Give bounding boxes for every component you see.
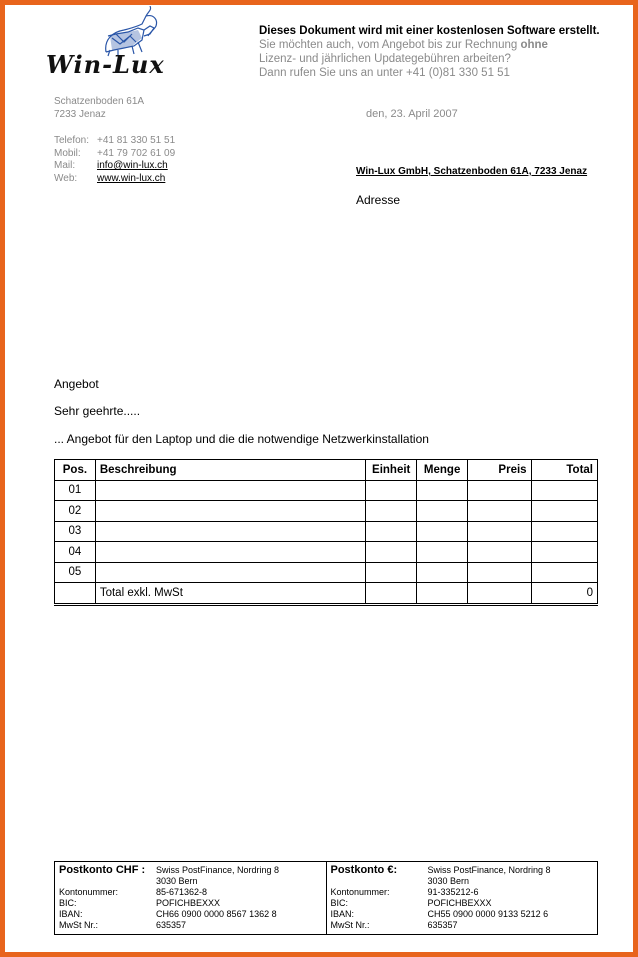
header-quantity: Menge [417, 460, 468, 481]
bank-chf-label: MwSt Nr.: [59, 920, 99, 930]
row-quantity[interactable] [417, 542, 468, 563]
row-total [531, 480, 597, 501]
bank-chf-cell [55, 862, 327, 935]
contact-web: Web: www.win-lux.ch [54, 172, 166, 184]
row-unit[interactable] [366, 542, 417, 563]
bank-chf-bic: POFICHBEXXX [156, 898, 221, 908]
bank-eur-label: BIC: [330, 898, 349, 908]
row-description[interactable] [95, 480, 365, 501]
row-price[interactable] [468, 562, 531, 583]
contact-mail: Mail: info@win-lux.ch [54, 160, 168, 171]
bank-chf-name: Swiss PostFinance, Nordring 8 [156, 865, 280, 875]
header-total: Total [531, 460, 597, 481]
total-row-pos [55, 583, 96, 605]
row-description[interactable] [95, 521, 365, 542]
bank-eur-label: IBAN: [330, 909, 355, 919]
total-value: 0 [531, 583, 597, 605]
bank-chf-iban: CH66 0900 0000 8567 1362 8 [156, 909, 277, 919]
salutation: Sehr geehrte..... [54, 404, 141, 418]
row-pos: 01 [55, 480, 96, 501]
subject-line: Angebot [54, 377, 99, 391]
row-total [531, 501, 597, 522]
bank-chf-label: IBAN: [59, 909, 83, 919]
bank-chf-city: 3030 Bern [156, 876, 198, 886]
recipient-address: Adresse [356, 193, 401, 207]
bank-chf-label: BIC: [59, 898, 77, 908]
sender-city: 7233 Jenaz [54, 108, 106, 120]
total-row-quantity [417, 583, 468, 605]
row-total [531, 521, 597, 542]
email-link[interactable]: info@win-lux.ch [97, 160, 168, 171]
bank-chf-account: 85-671362-8 [156, 887, 208, 897]
table-row [55, 480, 598, 501]
row-description[interactable] [95, 542, 365, 563]
table-row [55, 562, 598, 583]
row-pos: 03 [55, 521, 96, 542]
contact-phone: Telefon: +41 81 330 51 51 [54, 135, 176, 146]
items-table [54, 459, 598, 606]
notice-line-2: Sie möchten auch, vom Angebot bis zur Rechnung ohne [259, 39, 548, 51]
row-pos: 02 [55, 501, 96, 522]
row-price[interactable] [468, 501, 531, 522]
bank-details-table [54, 861, 598, 935]
bank-eur-bic: POFICHBEXXX [427, 898, 492, 908]
row-total [531, 562, 597, 583]
row-quantity[interactable] [417, 480, 468, 501]
total-row-price [468, 583, 531, 605]
row-unit[interactable] [366, 521, 417, 542]
notice-line-1: Dieses Dokument wird mit einer kostenlosen Software erstellt. [259, 25, 600, 37]
return-address: Win-Lux GmbH, Schatzenboden 61A, 7233 Jenaz [356, 166, 588, 177]
bank-chf-title: Postkonto CHF : [59, 864, 146, 876]
row-total [531, 542, 597, 563]
contact-mobile: Mobil: +41 79 702 61 09 [54, 147, 176, 159]
row-unit[interactable] [366, 562, 417, 583]
table-row [55, 542, 598, 563]
bank-eur-title: Postkonto €: [330, 864, 398, 876]
row-price[interactable] [468, 480, 531, 501]
row-unit[interactable] [366, 480, 417, 501]
website-link[interactable]: www.win-lux.ch [97, 172, 166, 184]
row-price[interactable] [468, 521, 531, 542]
row-description[interactable] [95, 562, 365, 583]
header-price: Preis [468, 460, 531, 481]
table-row [55, 521, 598, 542]
sender-address [54, 96, 144, 121]
bank-eur-label: Kontonummer: [330, 887, 390, 897]
document-date: den, 23. April 2007 [366, 108, 458, 120]
software-notice [259, 24, 600, 80]
row-quantity[interactable] [417, 562, 468, 583]
bank-eur-name: Swiss PostFinance, Nordring 8 [427, 865, 551, 875]
table-header-row [55, 460, 598, 481]
total-row [55, 583, 598, 605]
bank-chf-vat: 635357 [156, 920, 187, 930]
row-quantity[interactable] [417, 521, 468, 542]
bank-chf-label: Kontonummer: [59, 887, 119, 897]
row-price[interactable] [468, 542, 531, 563]
row-pos: 05 [55, 562, 96, 583]
header-unit: Einheit [366, 460, 417, 481]
bank-eur-iban: CH55 0900 0000 9133 5212 6 [427, 909, 549, 919]
bank-eur-city: 3030 Bern [427, 876, 470, 886]
notice-line-4: Dann rufen Sie uns an unter +41 (0)81 330 51 51 [259, 67, 510, 79]
bank-eur-vat: 635357 [427, 920, 458, 930]
sender-contacts [54, 135, 175, 185]
total-row-unit [366, 583, 417, 605]
notice-line-3: Lizenz- und jährlichen Updategebühren arbeiten? [259, 53, 511, 65]
row-quantity[interactable] [417, 501, 468, 522]
header-description: Beschreibung [95, 460, 365, 481]
intro-text: ... Angebot für den Laptop und die die notwendige Netzwerkinstallation [54, 432, 429, 446]
row-pos: 04 [55, 542, 96, 563]
header-pos: Pos. [55, 460, 96, 481]
logo-wordmark: Win-Lux [46, 50, 165, 79]
bank-eur-account: 91-335212-6 [427, 887, 479, 897]
table-row [55, 501, 598, 522]
bank-eur-cell [326, 862, 598, 935]
row-description[interactable] [95, 501, 365, 522]
total-label: Total exkl. MwSt [95, 583, 365, 605]
row-unit[interactable] [366, 501, 417, 522]
bank-eur-label: MwSt Nr.: [330, 920, 370, 930]
sender-street: Schatzenboden 61A [54, 96, 145, 107]
